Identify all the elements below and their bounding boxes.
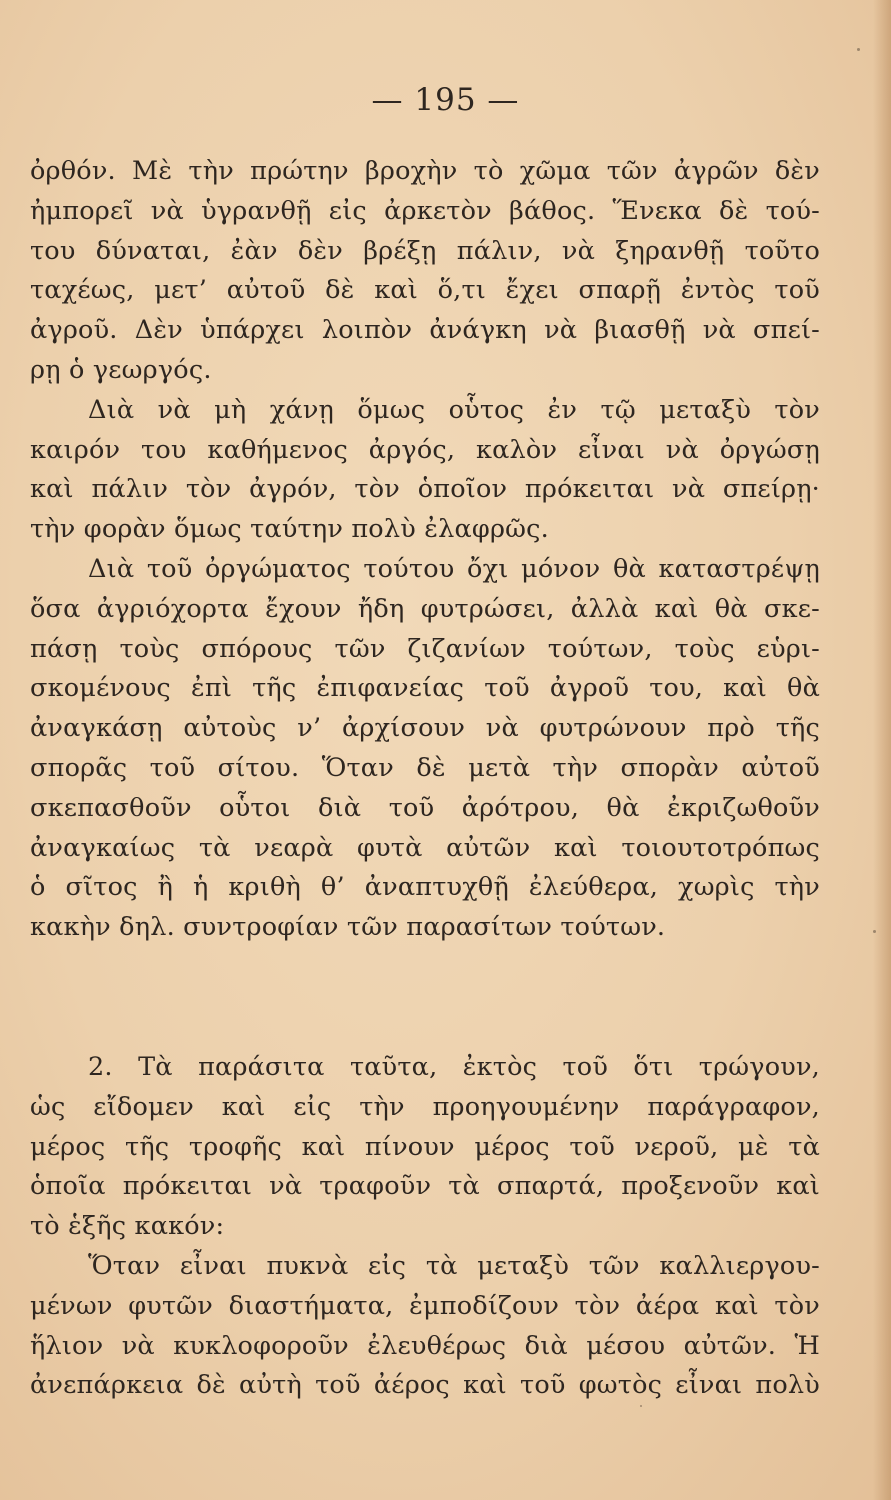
text-line: ρῃ ὁ γεωργός. bbox=[30, 354, 212, 385]
text-line: σκεπασθοῦν οὗτοι διὰ τοῦ ἀρότρου, θὰ ἐκριζωθοῦν bbox=[30, 792, 820, 823]
text-line: ἀναγκαίως τὰ νεαρὰ φυτὰ αὐτῶν καὶ τοιουτοτρόπως bbox=[30, 832, 820, 863]
text-line: ὡς εἴδομεν καὶ εἰς τὴν προηγουμένην παράγραφον, bbox=[30, 1091, 820, 1122]
text-line: ὅσα ἀγριόχορτα ἔχουν ἤδη φυτρώσει, ἀλλὰ καὶ θὰ σκε- bbox=[30, 593, 820, 624]
text-line: ἥλιον νὰ κυκλοφοροῦν ἐλευθέρως διὰ μέσου αὐτῶν. Ἡ bbox=[30, 1330, 820, 1361]
text-line: μένων φυτῶν διαστήματα, ἐμποδίζουν τὸν ἀέρα καὶ τὸν bbox=[30, 1290, 820, 1321]
text-line: ἀναγκάσῃ αὐτοὺς ν’ ἀρχίσουν νὰ φυτρώνουν πρὸ τῆς bbox=[30, 713, 820, 744]
page-edge-shadow bbox=[873, 0, 891, 1500]
text-line: τὸ ἑξῆς κακόν: bbox=[30, 1211, 225, 1242]
paragraph-2 bbox=[30, 391, 820, 550]
paragraph-5 bbox=[30, 1247, 820, 1406]
text-line: του δύναται, ἐὰν δὲν βρέξῃ πάλιν, νὰ ξηρανθῇ τοῦτο bbox=[30, 235, 820, 266]
text-line: Διὰ τοῦ ὀργώματος τούτου ὄχι μόνον θὰ καταστρέψῃ bbox=[88, 553, 820, 584]
text-line: 2. Τὰ παράσιτα ταῦτα, ἐκτὸς τοῦ ὅτι τρώγουν, bbox=[88, 1052, 820, 1082]
text-line: ἠμπορεῖ νὰ ὑγρανθῇ εἰς ἀρκετὸν βάθος. Ἕνεκα δὲ τού- bbox=[30, 195, 820, 226]
text-line: ὀρθόν. Μὲ τὴν πρώτην βροχὴν τὸ χῶμα τῶν ἀγρῶν δὲν bbox=[30, 156, 820, 186]
text-line: Διὰ νὰ μὴ χάνῃ ὅμως οὗτος ἐν τῷ μεταξὺ τὸν bbox=[88, 394, 820, 425]
text-line: ὁ σῖτος ἢ ἡ κριθὴ θ’ ἀναπτυχθῇ ἐλεύθερα, χωρὶς τὴν bbox=[30, 872, 820, 903]
text-block-lower bbox=[30, 1048, 820, 1406]
text-line: τὴν φορὰν ὅμως ταύτην πολὺ ἐλαφρῶς. bbox=[30, 514, 549, 545]
text-line: Ὅταν εἶναι πυκνὰ εἰς τὰ μεταξὺ τῶν καλλιεργου- bbox=[88, 1250, 820, 1281]
text-line: ἀνεπάρκεια δὲ αὐτὴ τοῦ ἀέρος καὶ τοῦ φωτὸς εἶναι πολὺ bbox=[30, 1370, 820, 1401]
text-block-upper bbox=[30, 152, 820, 948]
paper-speck bbox=[857, 48, 860, 51]
paragraph-3 bbox=[30, 550, 820, 948]
text-line: σπορᾶς τοῦ σίτου. Ὅταν δὲ μετὰ τὴν σπορὰν αὐτοῦ bbox=[30, 752, 820, 783]
text-line: σκομένους ἐπὶ τῆς ἐπιφανείας τοῦ ἀγροῦ του, καὶ θὰ bbox=[30, 673, 820, 704]
text-line: ἀγροῦ. Δὲν ὑπάρχει λοιπὸν ἀνάγκη νὰ βιασθῇ νὰ σπεί- bbox=[30, 315, 820, 346]
text-line: κακὴν δηλ. συντροφίαν τῶν παρασίτων τούτων. bbox=[30, 912, 666, 943]
paper-speck bbox=[873, 930, 876, 933]
text-line: ὁποῖα πρόκειται νὰ τραφοῦν τὰ σπαρτά, προξενοῦν καὶ bbox=[30, 1171, 820, 1202]
text-line: καὶ πάλιν τὸν ἀγρόν, τὸν ὁποῖον πρόκειται νὰ σπείρῃ· bbox=[30, 474, 820, 505]
paragraph-1 bbox=[30, 152, 820, 391]
text-line: μέρος τῆς τροφῆς καὶ πίνουν μέρος τοῦ νεροῦ, μὲ τὰ bbox=[30, 1131, 820, 1162]
text-line: πάσῃ τοὺς σπόρους τῶν ζιζανίων τούτων, τοὺς εὑρι- bbox=[30, 633, 820, 664]
text-line: καιρόν του καθήμενος ἀργός, καλὸν εἶναι νὰ ὀργώσῃ bbox=[30, 434, 820, 465]
paragraph-4 bbox=[30, 1048, 820, 1247]
text-line: ταχέως, μετ’ αὐτοῦ δὲ καὶ ὅ,τι ἔχει σπαρῇ ἐντὸς τοῦ bbox=[30, 275, 820, 306]
page-number: — 195 — bbox=[371, 82, 520, 118]
